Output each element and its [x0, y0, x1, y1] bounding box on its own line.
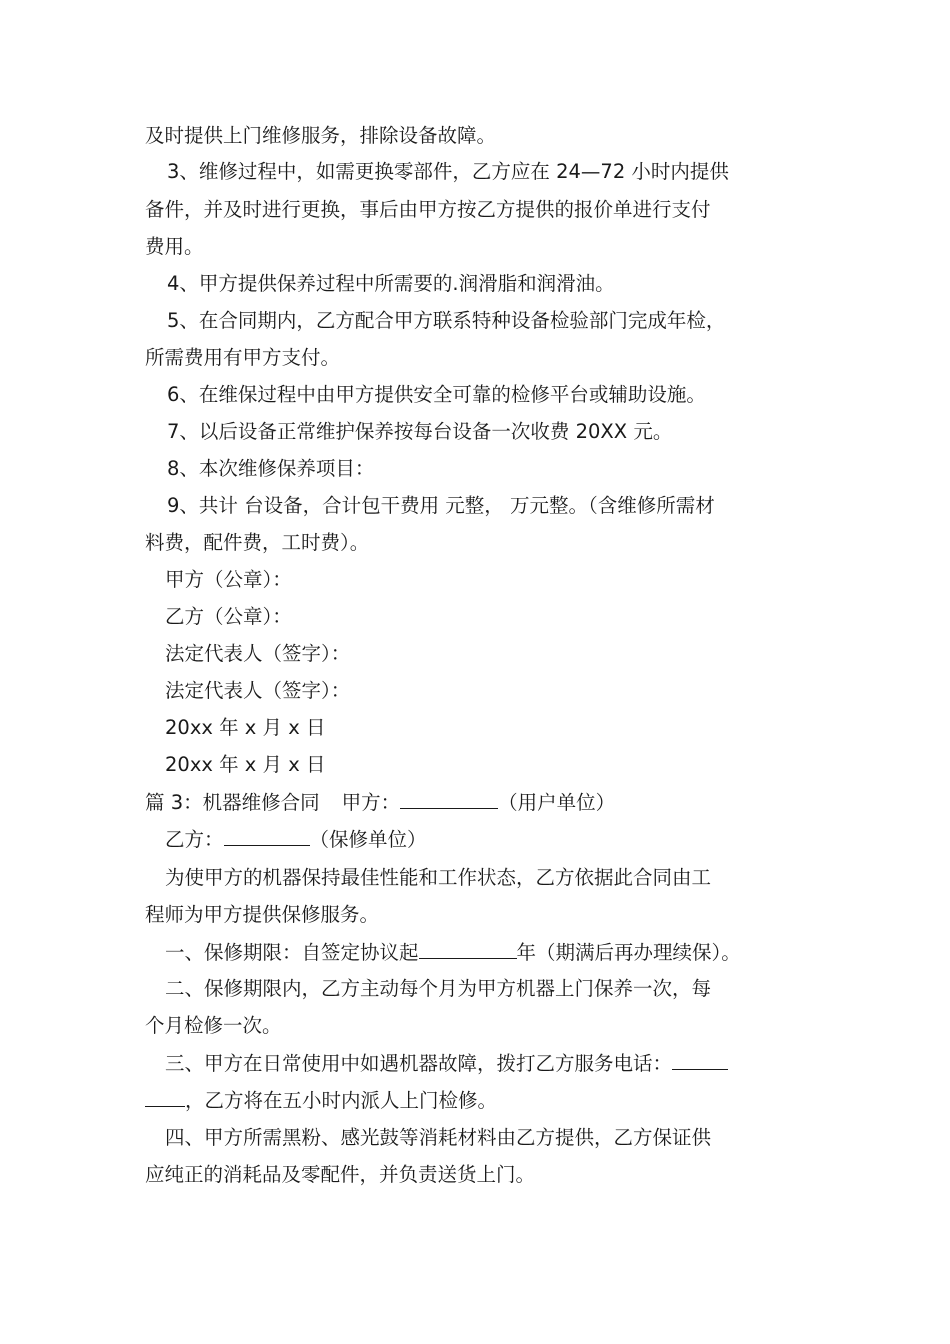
clause1-suffix: 年（期满后再办理续保）。	[516, 941, 741, 964]
clause3-line2-suffix: ，乙方将在五小时内派人上门检修。	[185, 1089, 498, 1112]
signature-party-b: 乙方（公章）：	[165, 605, 292, 628]
signature-party-a: 甲方（公章）：	[165, 568, 292, 591]
paragraph-line: 及时提供上门维修服务，排除设备故障。	[145, 124, 497, 147]
paragraph-line: 8、本次维修保养项目：	[167, 457, 375, 480]
party-b-label: 乙方：	[165, 828, 224, 851]
party-b-blank	[224, 827, 310, 846]
contract3-heading-line	[145, 790, 615, 815]
paragraph-line: 为使甲方的机器保持最佳性能和工作状态，乙方依据此合同由工	[165, 866, 712, 889]
paragraph-line: 应纯正的消耗品及零配件，并负责送货上门。	[145, 1163, 536, 1186]
paragraph-line: 费用。	[145, 235, 204, 258]
date-a: 20xx 年 x 月 x 日	[165, 716, 326, 739]
paragraph-line: 9、共计 台设备，合计包干费用 元整， 万元整。（含维修所需材	[167, 494, 715, 517]
paragraph-line: 料费，配件费，工时费）。	[145, 531, 370, 554]
phone-blank-1	[672, 1051, 728, 1070]
paragraph-line: 7、以后设备正常维护保养按每台设备一次收费 20XX 元。	[167, 420, 673, 443]
clause1-line	[165, 940, 741, 965]
paragraph-line: 6、在维保过程中由甲方提供安全可靠的检修平台或辅助设施。	[167, 383, 706, 406]
legal-rep-b: 法定代表人（签字）：	[165, 679, 351, 702]
party-a-suffix: （用户单位）	[498, 791, 616, 814]
party-a-label: 甲方：	[341, 791, 401, 814]
party-b-line	[165, 827, 427, 852]
phone-blank-2	[145, 1088, 185, 1107]
paragraph-line: 3、维修过程中，如需更换零部件，乙方应在 24—72 小时内提供	[167, 160, 729, 183]
paragraph-line: 备件，并及时进行更换，事后由甲方按乙方提供的报价单进行支付	[145, 198, 711, 221]
contract3-heading: 篇 3：机器维修合同	[145, 791, 320, 814]
term-blank	[419, 940, 517, 959]
paragraph-line: 4、甲方提供保养过程中所需要的.润滑脂和润滑油。	[167, 272, 615, 295]
clause3-line	[165, 1051, 728, 1076]
paragraph-line: 二、保修期限内，乙方主动每个月为甲方机器上门保养一次，每	[165, 977, 712, 1000]
party-a-blank	[400, 790, 498, 809]
paragraph-line: 5、在合同期内，乙方配合甲方联系特种设备检验部门完成年检，	[167, 309, 726, 332]
date-b: 20xx 年 x 月 x 日	[165, 753, 326, 776]
paragraph-line: 程师为甲方提供保修服务。	[145, 903, 380, 926]
legal-rep-a: 法定代表人（签字）：	[165, 642, 351, 665]
clause3-prefix: 三、甲方在日常使用中如遇机器故障，拨打乙方服务电话：	[165, 1052, 673, 1075]
clause1-prefix: 一、保修期限：自签定协议起	[165, 941, 419, 964]
paragraph-line: 个月检修一次。	[145, 1014, 282, 1037]
paragraph-line: 所需费用有甲方支付。	[145, 346, 341, 369]
clause3-line2	[145, 1088, 497, 1113]
party-b-suffix: （保修单位）	[309, 828, 427, 851]
paragraph-line: 四、甲方所需黑粉、感光鼓等消耗材料由乙方提供，乙方保证供	[165, 1126, 712, 1149]
